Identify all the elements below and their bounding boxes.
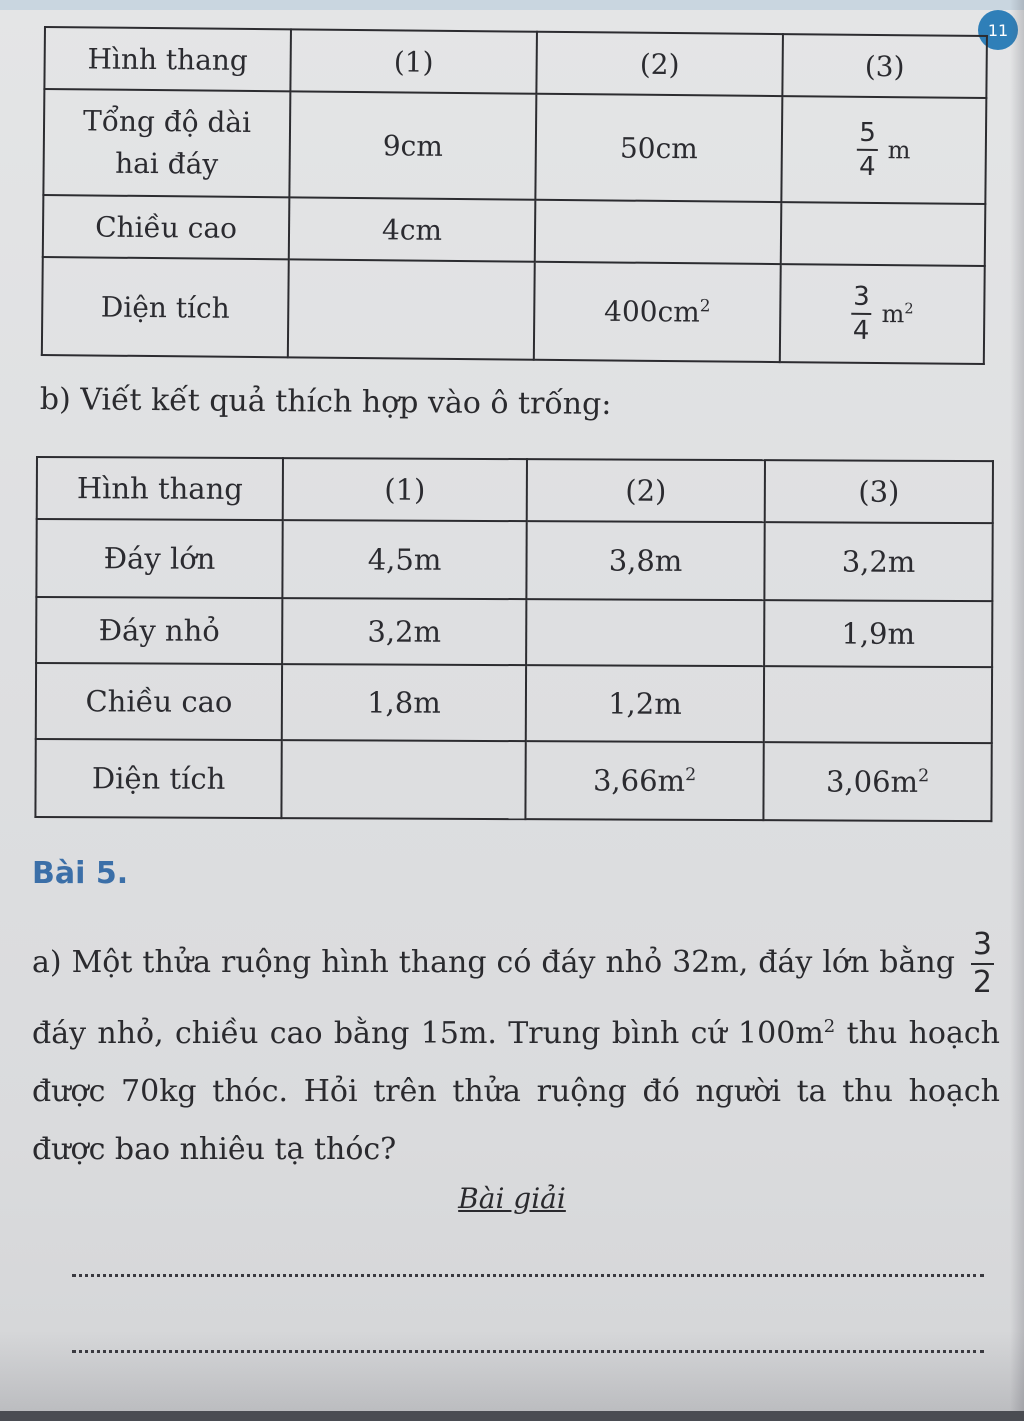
problem-text-part1: a) Một thửa ruộng hình thang có đáy nhỏ 32m, đáy lớn bằng [32, 945, 955, 980]
table-a-row-label: Chiều cao [43, 195, 290, 259]
table-cell: 1,2m [526, 665, 764, 742]
table-b-header-col2: (2) [527, 459, 765, 522]
table-cell-empty [281, 740, 525, 819]
table-b-row-label: Đáy nhỏ [36, 597, 282, 664]
unit-text: m [881, 300, 905, 329]
table-a-header-col1: (1) [290, 29, 537, 93]
table-a-header-col2: (2) [536, 32, 783, 96]
cell-value: 400cm [603, 295, 700, 329]
cell-value: 3,06m [825, 764, 919, 799]
table-cell-empty [764, 666, 992, 743]
table-cell: 3,2m [764, 522, 992, 601]
section-b-caption: b) Viết kết quả thích hợp vào ô trống: [39, 382, 612, 422]
table-a-row-label: Diện tích [42, 257, 289, 357]
table-a-row-height [43, 195, 986, 266]
table-cell: 4,5m [282, 520, 526, 599]
table-cell: 1,9m [764, 600, 992, 667]
table-b-row-height [36, 663, 992, 743]
table-b-row-label: Đáy lớn [36, 519, 282, 598]
table-a-header-label: Hình thang [44, 27, 291, 91]
unit: m [887, 136, 911, 165]
table-cell-empty [781, 202, 986, 266]
table-b-header-col3: (3) [765, 460, 993, 523]
table-b-row-area [35, 739, 991, 821]
trapezoid-table-b [34, 456, 994, 822]
table-b-row-label: Diện tích [35, 739, 281, 818]
table-cell-empty [535, 200, 782, 264]
table-cell [763, 742, 991, 821]
table-a-header-col3: (3) [782, 34, 987, 98]
table-cell-empty [526, 599, 764, 666]
problem-text-part3: thu hoạch được 70kg thóc. Hỏi trên thửa ruộng đó người ta thu hoạch được bao nhiêu tạ thóc? [32, 1016, 1000, 1167]
table-b-header-col1: (1) [283, 458, 527, 521]
table-cell-fraction [780, 264, 985, 364]
table-b-header-label: Hình thang [37, 457, 283, 520]
fraction [857, 117, 878, 182]
bottom-shadow [0, 1331, 1024, 1421]
cell-value: 3,66m [592, 763, 686, 798]
answer-line[interactable] [72, 1274, 984, 1277]
top-edge-strip [0, 0, 1024, 10]
fraction-numerator: 3 [972, 927, 992, 962]
table-cell-fraction [781, 96, 986, 204]
table-cell: 3,8m [526, 521, 764, 600]
table-a-row-label [43, 89, 290, 197]
fraction-numerator: 3 [853, 281, 870, 312]
table-a-header-row [44, 27, 987, 98]
fraction-denominator: 2 [972, 965, 992, 1000]
table-cell: 3,2m [282, 598, 526, 665]
fraction-numerator: 5 [859, 117, 877, 148]
table-cell [534, 262, 781, 362]
trapezoid-table-a [41, 26, 988, 365]
problem-text [32, 927, 1000, 1179]
unit [881, 300, 913, 328]
superscript: 2 [904, 301, 914, 318]
table-a-row-bases [43, 89, 986, 204]
solution-title: Bài giải [458, 1182, 566, 1215]
table-a-row-area [42, 257, 985, 364]
table-b-row-short-base [36, 597, 992, 667]
superscript: 2 [918, 766, 930, 787]
table-cell: 9cm [289, 91, 536, 199]
fraction [971, 927, 994, 1000]
table-b-row-long-base [36, 519, 992, 601]
table-cell: 50cm [535, 94, 782, 202]
table-cell: 1,8m [282, 664, 526, 741]
fraction [851, 281, 872, 346]
page-edge-shadow [1010, 0, 1024, 1421]
superscript: 2 [685, 765, 697, 786]
table-cell-empty [288, 259, 535, 359]
bottom-edge-bar [0, 1411, 1024, 1421]
exercise-heading: Bài 5. [32, 856, 129, 891]
label-line: hai đáy [115, 146, 219, 181]
problem-text-part2: đáy nhỏ, chiều cao bằng 15m. Trung bình cứ 100m [32, 1016, 824, 1051]
page-number: 11 [987, 20, 1009, 40]
label-line: Tổng độ dài [82, 104, 252, 139]
fraction-denominator: 4 [851, 313, 872, 344]
table-b-header-row [37, 457, 993, 523]
table-b-row-label: Chiều cao [36, 663, 282, 740]
superscript: 2 [823, 1016, 836, 1037]
table-cell [525, 741, 763, 820]
table-cell: 4cm [289, 197, 536, 261]
superscript: 2 [699, 295, 711, 316]
fraction-denominator: 4 [857, 149, 878, 180]
